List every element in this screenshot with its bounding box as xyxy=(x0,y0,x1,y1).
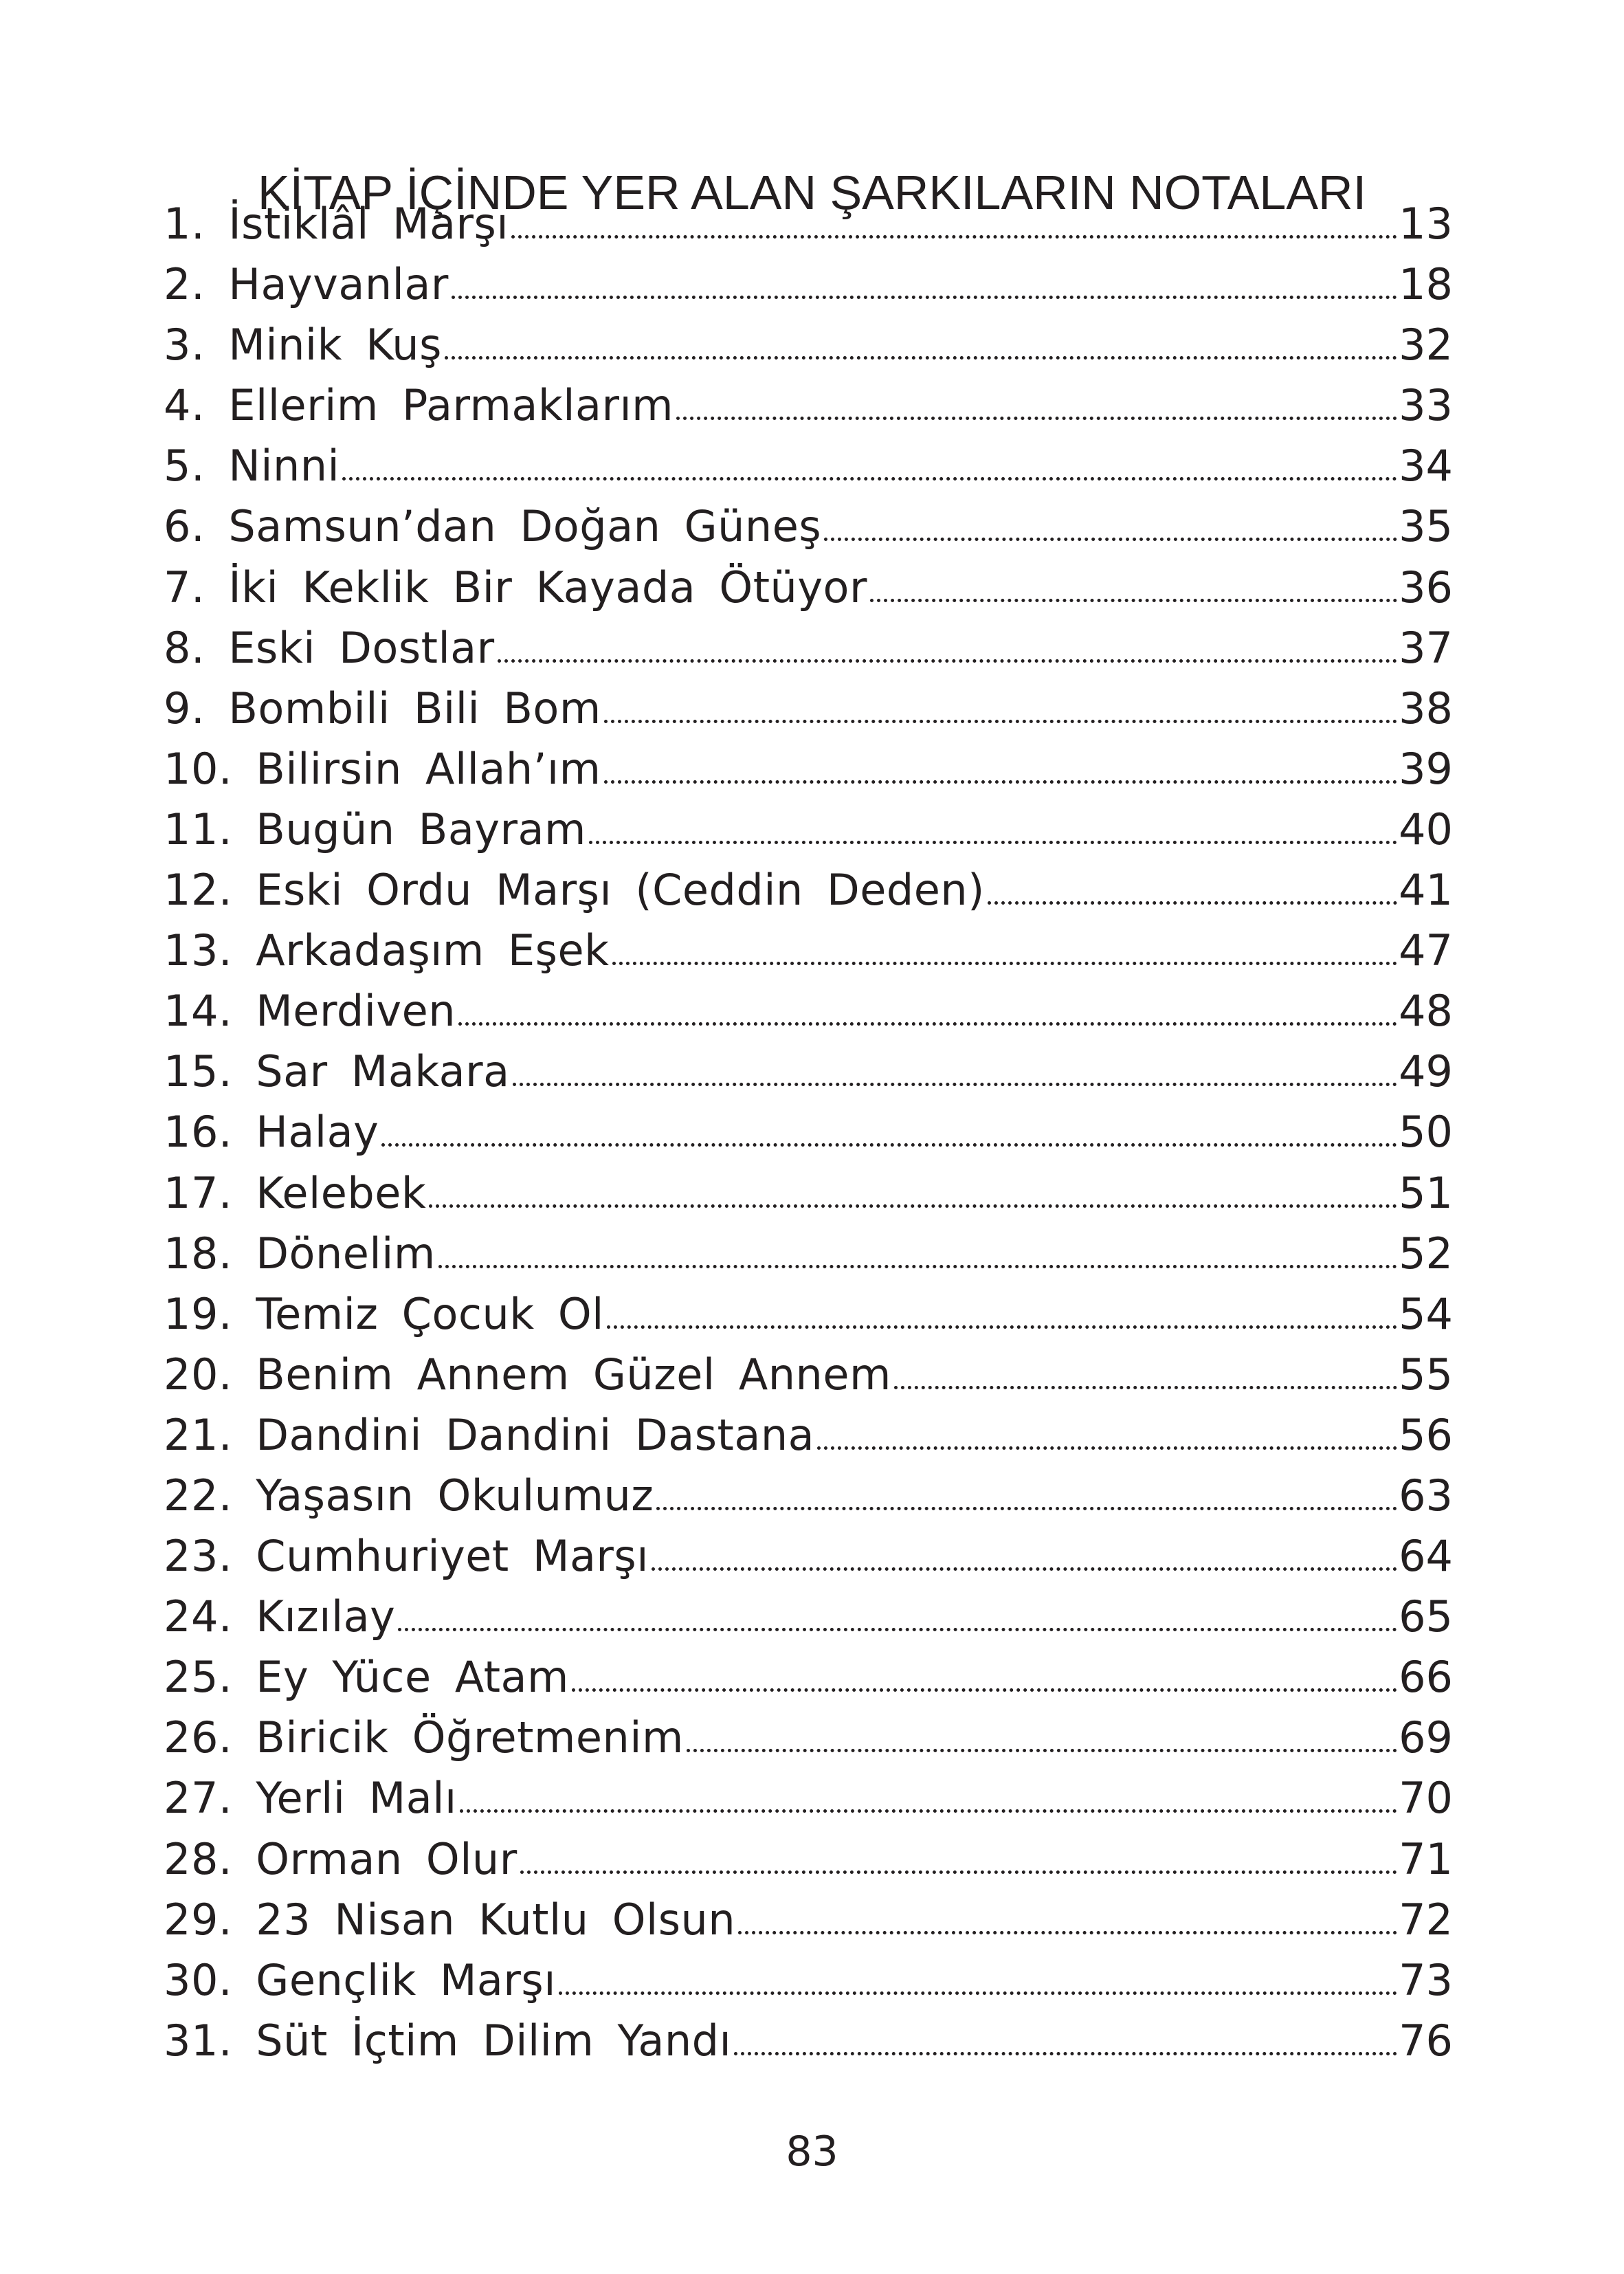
toc-entry-title: 20. Benim Annem Güzel Annem xyxy=(164,1349,891,1400)
toc-entry xyxy=(164,1224,1453,1284)
dot-leader xyxy=(988,893,1397,905)
toc-entry-title: 30. Gençlik Marşı xyxy=(164,1954,556,2005)
toc-entry-page: 63 xyxy=(1399,1470,1453,1521)
toc-entry-page: 64 xyxy=(1399,1531,1453,1582)
toc-entry xyxy=(164,194,1453,254)
toc-entry-page: 35 xyxy=(1399,501,1453,552)
toc-entry-title: 4. Ellerim Parmaklarım xyxy=(164,380,674,431)
toc-entry xyxy=(164,1405,1453,1466)
toc-entry xyxy=(164,558,1453,618)
toc-entry xyxy=(164,1587,1453,1647)
toc-entry-title: 16. Halay xyxy=(164,1107,379,1158)
dot-leader xyxy=(438,1257,1397,1268)
dot-leader xyxy=(460,1801,1397,1813)
toc-entry-title: 27. Yerli Malı xyxy=(164,1773,457,1824)
toc-entry-title: 9. Bombili Bili Bom xyxy=(164,683,601,733)
toc-entry xyxy=(164,981,1453,1041)
toc-entry-title: 17. Kelebek xyxy=(164,1167,427,1218)
dot-leader xyxy=(398,1620,1397,1631)
dot-leader xyxy=(589,832,1397,844)
toc-entry-title: 28. Orman Olur xyxy=(164,1833,518,1884)
dot-leader xyxy=(445,348,1397,360)
toc-entry-page: 41 xyxy=(1399,865,1453,916)
table-of-contents xyxy=(164,194,1453,2071)
toc-entry xyxy=(164,375,1453,436)
toc-entry xyxy=(164,618,1453,678)
toc-entry-page: 50 xyxy=(1399,1107,1453,1158)
dot-leader xyxy=(604,711,1397,723)
toc-entry xyxy=(164,739,1453,799)
dot-leader xyxy=(817,1438,1397,1450)
toc-entry-page: 76 xyxy=(1399,2015,1453,2066)
dot-leader xyxy=(381,1135,1397,1147)
toc-entry xyxy=(164,1284,1453,1345)
toc-entry-page: 13 xyxy=(1399,199,1453,249)
toc-entry-title: 11. Bugün Bayram xyxy=(164,804,586,854)
toc-entry-page: 73 xyxy=(1399,1954,1453,2005)
toc-entry-page: 56 xyxy=(1399,1409,1453,1460)
toc-entry-title: 6. Samsun’dan Doğan Güneş xyxy=(164,501,822,552)
toc-entry xyxy=(164,1041,1453,1102)
toc-entry-title: 7. İki Keklik Bir Kayada Ötüyor xyxy=(164,562,867,612)
dot-leader xyxy=(738,1923,1397,1934)
toc-entry xyxy=(164,1163,1453,1224)
toc-entry xyxy=(164,920,1453,981)
toc-entry xyxy=(164,1829,1453,1890)
toc-entry-page: 52 xyxy=(1399,1228,1453,1279)
toc-entry-page: 69 xyxy=(1399,1712,1453,1763)
toc-entry-page: 54 xyxy=(1399,1288,1453,1339)
dot-leader xyxy=(607,1317,1397,1329)
dot-leader xyxy=(572,1680,1397,1692)
toc-entry-title: 13. Arkadaşım Eşek xyxy=(164,925,610,976)
toc-entry-title: 8. Eski Dostlar xyxy=(164,622,495,673)
dot-leader xyxy=(520,1862,1397,1874)
dot-leader xyxy=(458,1014,1397,1026)
dot-leader xyxy=(676,408,1397,420)
dot-leader xyxy=(734,2044,1397,2055)
dot-leader xyxy=(652,1559,1397,1571)
toc-entry-title: 14. Merdiven xyxy=(164,986,456,1037)
toc-entry xyxy=(164,1102,1453,1162)
toc-entry xyxy=(164,1466,1453,1526)
page-title: KİTAP İÇİNDE YER ALAN ŞARKILARIN NOTALARI xyxy=(257,165,1367,219)
toc-entry-page: 40 xyxy=(1399,804,1453,854)
toc-entry-page: 47 xyxy=(1399,925,1453,976)
toc-entry-title: 5. Ninni xyxy=(164,441,340,492)
toc-entry-title: 19. Temiz Çocuk Ol xyxy=(164,1288,604,1339)
toc-entry-title: 10. Bilirsin Allah’ım xyxy=(164,743,601,794)
toc-entry xyxy=(164,2011,1453,2071)
dot-leader xyxy=(342,469,1397,481)
toc-entry xyxy=(164,1768,1453,1829)
dot-leader xyxy=(604,772,1398,784)
toc-entry xyxy=(164,799,1453,860)
toc-entry-page: 66 xyxy=(1399,1652,1453,1703)
toc-entry-page: 37 xyxy=(1399,622,1453,673)
toc-entry xyxy=(164,860,1453,920)
toc-entry-page: 36 xyxy=(1399,562,1453,612)
dot-leader xyxy=(894,1378,1397,1389)
toc-entry-page: 32 xyxy=(1399,320,1453,371)
toc-entry-page: 48 xyxy=(1399,986,1453,1037)
toc-entry-title: 21. Dandini Dandini Dastana xyxy=(164,1409,815,1460)
toc-entry-title: 26. Biricik Öğretmenim xyxy=(164,1712,684,1763)
dot-leader xyxy=(452,287,1397,299)
dot-leader xyxy=(824,529,1397,541)
toc-entry xyxy=(164,1345,1453,1405)
toc-entry-page: 71 xyxy=(1399,1833,1453,1884)
toc-entry xyxy=(164,1708,1453,1768)
toc-entry-title: 12. Eski Ordu Marşı (Ceddin Deden) xyxy=(164,865,985,916)
dot-leader xyxy=(612,953,1398,965)
page-number: 83 xyxy=(786,2128,838,2176)
dot-leader xyxy=(870,590,1397,602)
toc-entry-title: 23. Cumhuriyet Marşı xyxy=(164,1531,649,1582)
toc-entry-page: 34 xyxy=(1399,441,1453,492)
dot-leader xyxy=(498,651,1397,663)
toc-entry xyxy=(164,1950,1453,2011)
toc-entry xyxy=(164,315,1453,375)
dot-leader xyxy=(511,227,1397,239)
toc-entry xyxy=(164,678,1453,739)
toc-entry-title: 24. Kızılay xyxy=(164,1591,396,1642)
dot-leader xyxy=(559,1983,1397,1995)
toc-entry-title: 15. Sar Makara xyxy=(164,1046,510,1097)
toc-entry-page: 51 xyxy=(1399,1167,1453,1218)
toc-entry xyxy=(164,1890,1453,1950)
toc-entry-page: 55 xyxy=(1399,1349,1453,1400)
toc-entry xyxy=(164,1647,1453,1708)
toc-entry xyxy=(164,1526,1453,1587)
dot-leader xyxy=(656,1499,1397,1510)
toc-entry-title: 22. Yaşasın Okulumuz xyxy=(164,1470,654,1521)
toc-entry-page: 49 xyxy=(1399,1046,1453,1097)
toc-entry-title: 3. Minik Kuş xyxy=(164,320,442,371)
toc-entry-title: 2. Hayvanlar xyxy=(164,259,449,310)
toc-entry-page: 70 xyxy=(1399,1773,1453,1824)
dot-leader xyxy=(513,1074,1397,1086)
toc-entry-page: 65 xyxy=(1399,1591,1453,1642)
toc-entry-title: 29. 23 Nisan Kutlu Olsun xyxy=(164,1894,736,1945)
toc-entry-page: 38 xyxy=(1399,683,1453,733)
toc-entry xyxy=(164,254,1453,315)
toc-entry xyxy=(164,436,1453,496)
toc-entry xyxy=(164,496,1453,557)
toc-entry-page: 18 xyxy=(1399,259,1453,310)
toc-entry-page: 39 xyxy=(1399,743,1453,794)
toc-entry-title: 31. Süt İçtim Dilim Yandı xyxy=(164,2015,732,2066)
toc-entry-title: 25. Ey Yüce Atam xyxy=(164,1652,569,1703)
toc-entry-title: 1. İstiklâl Marşı xyxy=(164,199,509,249)
toc-entry-page: 33 xyxy=(1399,380,1453,431)
dot-leader xyxy=(429,1196,1397,1208)
dot-leader xyxy=(687,1741,1397,1752)
toc-entry-page: 72 xyxy=(1399,1894,1453,1945)
toc-entry-title: 18. Dönelim xyxy=(164,1228,436,1279)
